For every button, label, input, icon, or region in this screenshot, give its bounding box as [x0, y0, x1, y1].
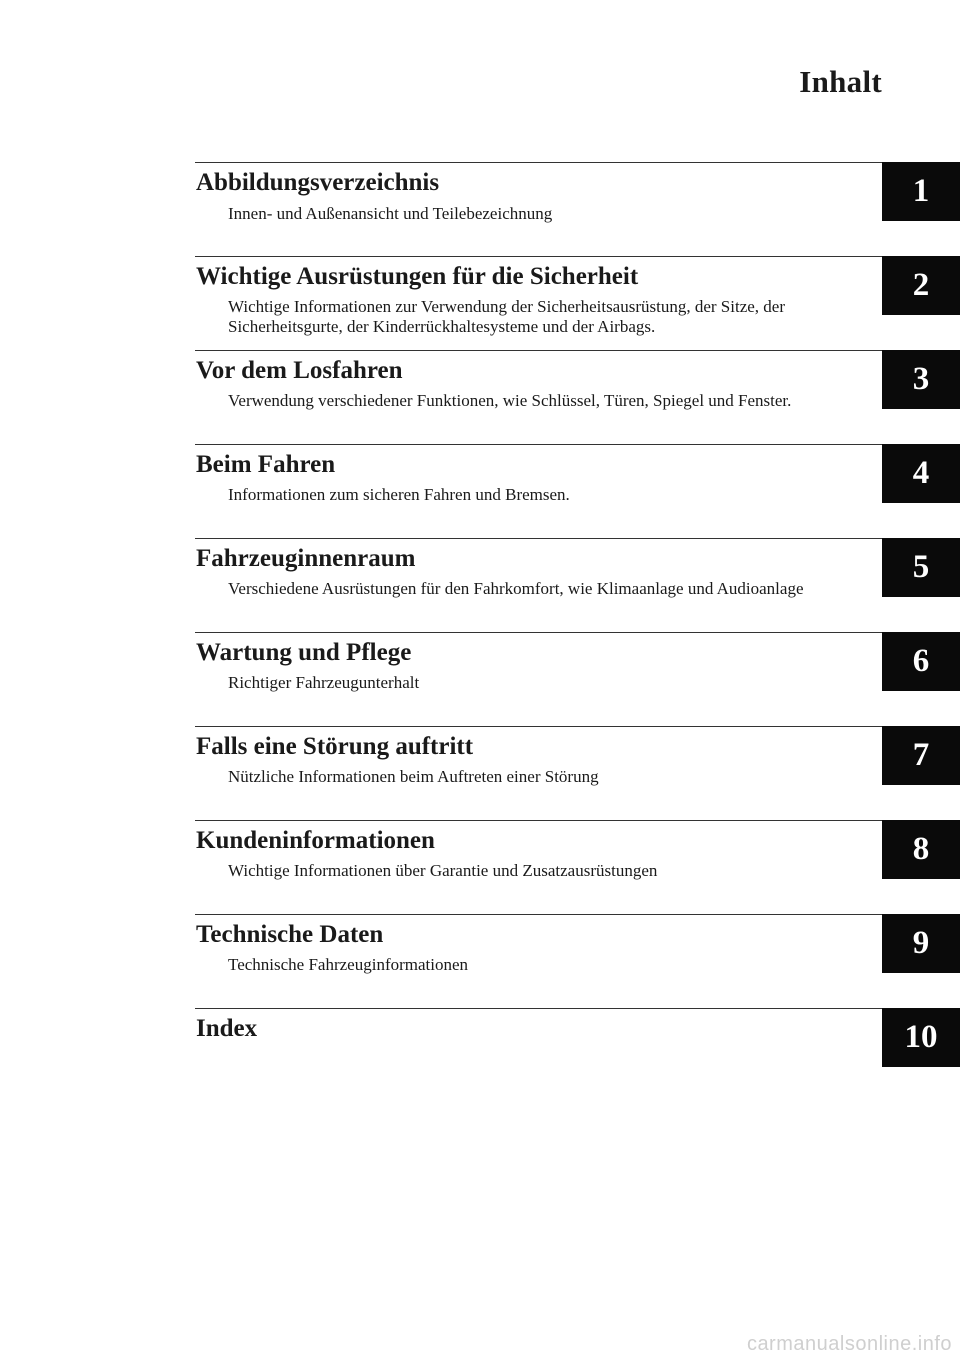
- page-title: Inhalt: [799, 64, 882, 99]
- chapter-tab-2[interactable]: 2: [882, 256, 960, 315]
- divider: [195, 820, 882, 821]
- chapter-tab-3[interactable]: 3: [882, 350, 960, 409]
- chapter-tab-10[interactable]: 10: [882, 1008, 960, 1067]
- toc-entry-7[interactable]: [0, 726, 960, 820]
- toc-entry-8[interactable]: [0, 820, 960, 914]
- chapter-title[interactable]: Wartung und Pflege: [196, 639, 412, 666]
- divider: [195, 350, 882, 351]
- watermark: carmanualsonline.info: [746, 1333, 952, 1355]
- chapter-description: Nützliche Informationen beim Auftreten einer Störung: [228, 767, 599, 786]
- divider: [195, 538, 882, 539]
- chapter-description: Wichtige Informationen zur Verwendung der Sicherheitsausrüstung, der Sitze, der Sicherheitsgurte, der Kinderrückhaltesysteme und der Airbags.: [228, 297, 785, 336]
- toc-entry-6[interactable]: [0, 632, 960, 726]
- divider: [195, 162, 882, 163]
- chapter-description: Technische Fahrzeuginformationen: [228, 955, 469, 974]
- toc-entry-9[interactable]: [0, 914, 960, 1008]
- divider: [195, 444, 882, 445]
- toc-entry-3[interactable]: [0, 350, 960, 444]
- chapter-tab-8[interactable]: 8: [882, 820, 960, 879]
- chapter-title[interactable]: Beim Fahren: [196, 451, 336, 478]
- chapter-title[interactable]: Abbildungsverzeichnis: [196, 169, 440, 196]
- divider: [195, 726, 882, 727]
- chapter-tab-1[interactable]: 1: [882, 162, 960, 221]
- chapter-description: Wichtige Informationen über Garantie und Zusatzausrüstungen: [228, 861, 658, 880]
- chapter-tab-7[interactable]: 7: [882, 726, 960, 785]
- chapter-title[interactable]: Technische Daten: [196, 921, 384, 948]
- chapter-description: Verschiedene Ausrüstungen für den Fahrkomfort, wie Klimaanlage und Audioanlage: [228, 579, 804, 598]
- divider: [195, 914, 882, 915]
- chapter-tab-4[interactable]: 4: [882, 444, 960, 503]
- toc-entry-4[interactable]: [0, 444, 960, 538]
- toc-entry-5[interactable]: [0, 538, 960, 632]
- chapter-title[interactable]: Fahrzeuginnenraum: [196, 545, 416, 572]
- toc-entry-2[interactable]: [0, 256, 960, 350]
- chapter-title[interactable]: Falls eine Störung auftritt: [196, 733, 474, 760]
- chapter-description: Innen- und Außenansicht und Teilebezeichnung: [228, 204, 553, 223]
- chapter-description: Informationen zum sicheren Fahren und Bremsen.: [228, 485, 570, 504]
- chapter-title[interactable]: Kundeninformationen: [196, 827, 435, 854]
- toc-entry-1[interactable]: [0, 162, 960, 256]
- chapter-description: Richtiger Fahrzeugunterhalt: [228, 673, 420, 692]
- toc-entry-10[interactable]: [0, 1008, 960, 1102]
- chapter-description: Verwendung verschiedener Funktionen, wie Schlüssel, Türen, Spiegel und Fenster.: [228, 391, 792, 410]
- chapter-tab-9[interactable]: 9: [882, 914, 960, 973]
- chapter-title[interactable]: Wichtige Ausrüstungen für die Sicherheit: [196, 263, 639, 290]
- divider: [195, 256, 882, 257]
- chapter-title[interactable]: Index: [196, 1015, 258, 1042]
- chapter-tab-6[interactable]: 6: [882, 632, 960, 691]
- chapter-title[interactable]: Vor dem Losfahren: [196, 357, 403, 384]
- divider: [195, 632, 882, 633]
- chapter-tab-5[interactable]: 5: [882, 538, 960, 597]
- divider: [195, 1008, 882, 1009]
